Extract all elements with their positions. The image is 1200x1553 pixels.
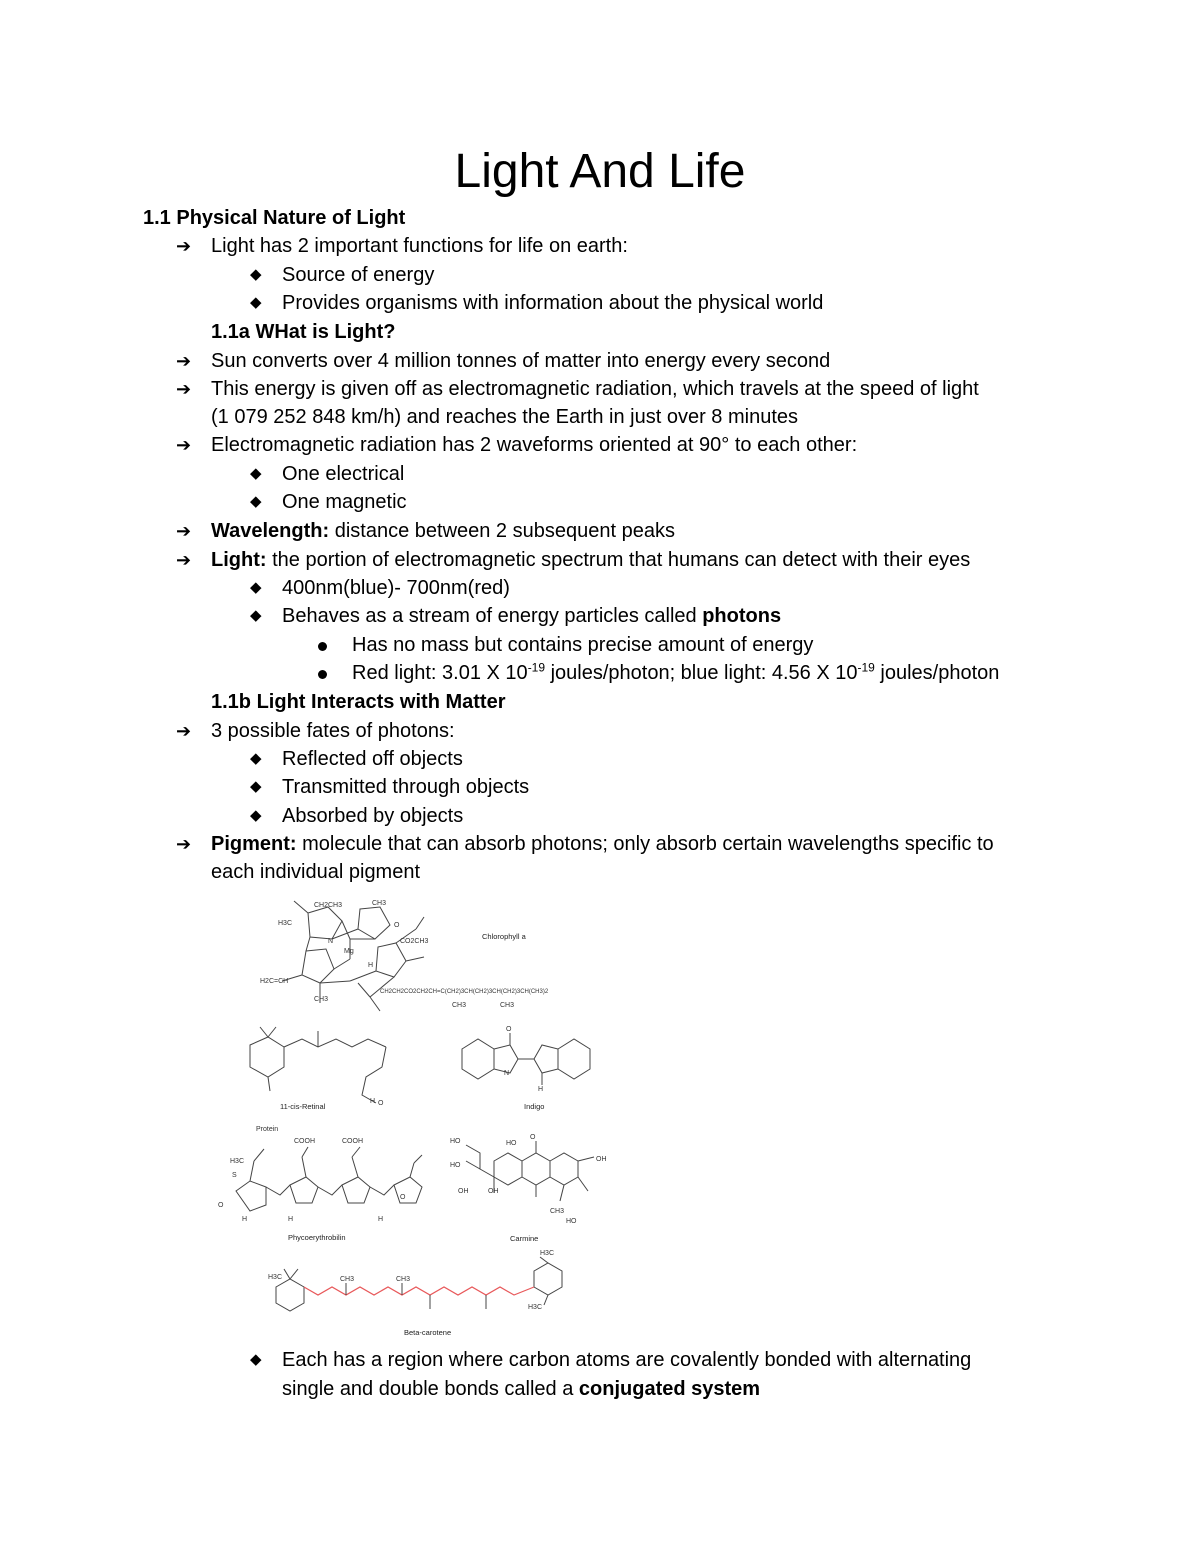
sub-bullet-text-part: Behaves as a stream of energy particles called (282, 605, 703, 627)
atom-label: HO (566, 1218, 577, 1225)
atom-label: O (400, 1194, 406, 1201)
atom-label: OH (488, 1188, 499, 1195)
atom-label: O (506, 1026, 512, 1033)
bullet-text: Light has 2 important functions for life on earth: (211, 235, 628, 257)
term: conjugated system (578, 1378, 761, 1400)
atom-label: S (232, 1172, 237, 1179)
bullet-text: This energy is given off as electromagnetic radiation, which travels at the speed of light (211, 378, 979, 400)
definition: distance between 2 subsequent peaks (329, 520, 675, 542)
atom-label: OH (458, 1188, 469, 1195)
atom-label: HO (450, 1162, 461, 1169)
atom-label: CH3 (340, 1276, 355, 1283)
bullet-text: Electromagnetic radiation has 2 waveforms oriented at 90° to each other: (211, 434, 858, 456)
retinal-structure (250, 1027, 386, 1103)
text-part: Red light: 3.01 X 10 (352, 662, 528, 684)
bullet-text: Sun converts over 4 million tonnes of matter into energy every second (211, 350, 831, 372)
diamond-bullet-icon: ◆ (250, 778, 262, 795)
sub-bullet-text: 400nm(blue)- 700nm(red) (282, 577, 510, 599)
dot-bullet-icon (318, 642, 327, 651)
atom-label: H (538, 1086, 544, 1093)
atom-label: H (368, 962, 374, 969)
atom-label: H3C (540, 1250, 555, 1257)
sub-bullet-text: One electrical (282, 463, 405, 485)
sub-bullet-text: Each has a region where carbon atoms are covalently bonded with alternating (282, 1349, 972, 1371)
atom-label: COOH (342, 1138, 363, 1145)
definition: molecule that can absorb photons; only absorb certain wavelengths specific to (296, 833, 994, 855)
sub-bullet-text (282, 602, 781, 630)
atom-label: H3C (528, 1304, 543, 1311)
atom-label: H (370, 1098, 376, 1105)
atom-label: H (288, 1216, 294, 1223)
structure-label: Beta-carotene (404, 1328, 452, 1337)
structure-label: 11-cis-Retinal (280, 1102, 326, 1111)
definition: the portion of electromagnetic spectrum that humans can detect with their eyes (266, 549, 971, 571)
bullet-text (211, 517, 675, 545)
sub-sub-bullet-text: Has no mass but contains precise amount of energy (352, 634, 814, 656)
text-part: single and double bonds called a (282, 1378, 579, 1400)
term: Pigment: (211, 833, 297, 855)
atom-label: H3C (278, 920, 293, 927)
diamond-bullet-icon: ◆ (250, 465, 262, 482)
atom-label: Protein (256, 1126, 279, 1133)
sub-bullet-text: Source of energy (282, 264, 435, 286)
arrow-bullet-icon: ➔ (176, 550, 192, 570)
arrow-bullet-icon: ➔ (176, 721, 192, 741)
atom-label: H3C (230, 1158, 245, 1165)
phycoerythrobilin-structure (236, 1147, 422, 1211)
atom-label: CH3 (550, 1208, 565, 1215)
conjugated-chain (304, 1287, 534, 1295)
diamond-bullet-icon: ◆ (250, 607, 262, 624)
term: Wavelength: (211, 520, 330, 542)
arrow-bullet-icon: ➔ (176, 435, 192, 455)
diamond-bullet-icon: ◆ (250, 493, 262, 510)
structure-label: Indigo (524, 1102, 545, 1111)
bullet-text (211, 546, 970, 574)
indigo-structure (462, 1033, 590, 1085)
text-part: joules/photon (874, 662, 1000, 684)
diamond-bullet-icon: ◆ (250, 1351, 262, 1368)
sub-bullet-text-continued (282, 1375, 760, 1403)
atom-label: N (504, 1070, 510, 1077)
arrow-bullet-icon: ➔ (176, 834, 192, 854)
diamond-bullet-icon: ◆ (250, 294, 262, 311)
pigment-structures-figure (210, 895, 630, 1345)
atom-label: CO2CH3 (400, 938, 429, 945)
atom-label: HO (450, 1138, 461, 1145)
bullet-text: 3 possible fates of photons: (211, 720, 455, 742)
sub-bullet-text: Provides organisms with information about the physical world (282, 292, 824, 314)
atom-label: H2C=CH (260, 978, 289, 985)
carmine-structure (466, 1141, 594, 1201)
atom-label: CH2CH2CO2CH2CH=C(CH2)3CH(CH2)3CH(CH2)3CH(CH3)2 (380, 989, 549, 995)
structure-label: Carmine (510, 1234, 539, 1243)
atom-label: O (530, 1134, 536, 1141)
atom-label: N (328, 938, 334, 945)
atom-label: O (378, 1100, 384, 1107)
sub-bullet-text: One magnetic (282, 491, 407, 513)
atom-label: Mg (344, 948, 354, 955)
arrow-bullet-icon: ➔ (176, 379, 192, 399)
sub-bullet-text: Absorbed by objects (282, 805, 464, 827)
page-title: Light And Life (454, 145, 746, 198)
arrow-bullet-icon: ➔ (176, 351, 192, 371)
bullet-text-continued: each individual pigment (211, 861, 421, 883)
sub-bullet-text: Transmitted through objects (282, 776, 530, 798)
sub-bullet-text: Reflected off objects (282, 748, 463, 770)
bullet-text (211, 830, 994, 858)
atom-label: O (218, 1202, 224, 1209)
term: Light: (211, 549, 267, 571)
atom-label: O (394, 922, 400, 929)
exponent: -19 (857, 660, 875, 675)
atom-label: CH3 (500, 1002, 515, 1009)
term: photons (702, 605, 782, 627)
atom-label: CH3 (314, 996, 329, 1003)
diamond-bullet-icon: ◆ (250, 750, 262, 767)
atom-label: HO (506, 1140, 517, 1147)
atom-label: CH3 (372, 900, 387, 907)
subheading: 1.1b Light Interacts with Matter (211, 691, 506, 713)
atom-label: H (378, 1216, 384, 1223)
diamond-bullet-icon: ◆ (250, 266, 262, 283)
dot-bullet-icon (318, 670, 327, 679)
structure-label: Phycoerythrobilin (288, 1233, 346, 1242)
atom-label: COOH (294, 1138, 315, 1145)
arrow-bullet-icon: ➔ (176, 521, 192, 541)
exponent: -19 (527, 660, 546, 675)
atom-label: H3C (268, 1274, 283, 1281)
structure-label: Chlorophyll a (482, 932, 526, 941)
subheading: 1.1a WHat is Light? (211, 321, 396, 343)
atom-label: H (242, 1216, 248, 1223)
atom-label: CH2CH3 (314, 902, 343, 909)
atom-label: OH (596, 1156, 607, 1163)
beta-carotene-rings (276, 1257, 562, 1311)
bullet-text-continued: (1 079 252 848 km/h) and reaches the Earth in just over 8 minutes (211, 406, 799, 428)
atom-label: CH3 (452, 1002, 467, 1009)
text-part: joules/photon; blue light: 4.56 X 10 (545, 662, 858, 684)
diamond-bullet-icon: ◆ (250, 579, 262, 596)
diamond-bullet-icon: ◆ (250, 807, 262, 824)
sub-sub-bullet-text (352, 659, 999, 687)
atom-label: CH3 (396, 1276, 411, 1283)
section-heading: 1.1 Physical Nature of Light (143, 207, 406, 229)
arrow-bullet-icon: ➔ (176, 236, 192, 256)
